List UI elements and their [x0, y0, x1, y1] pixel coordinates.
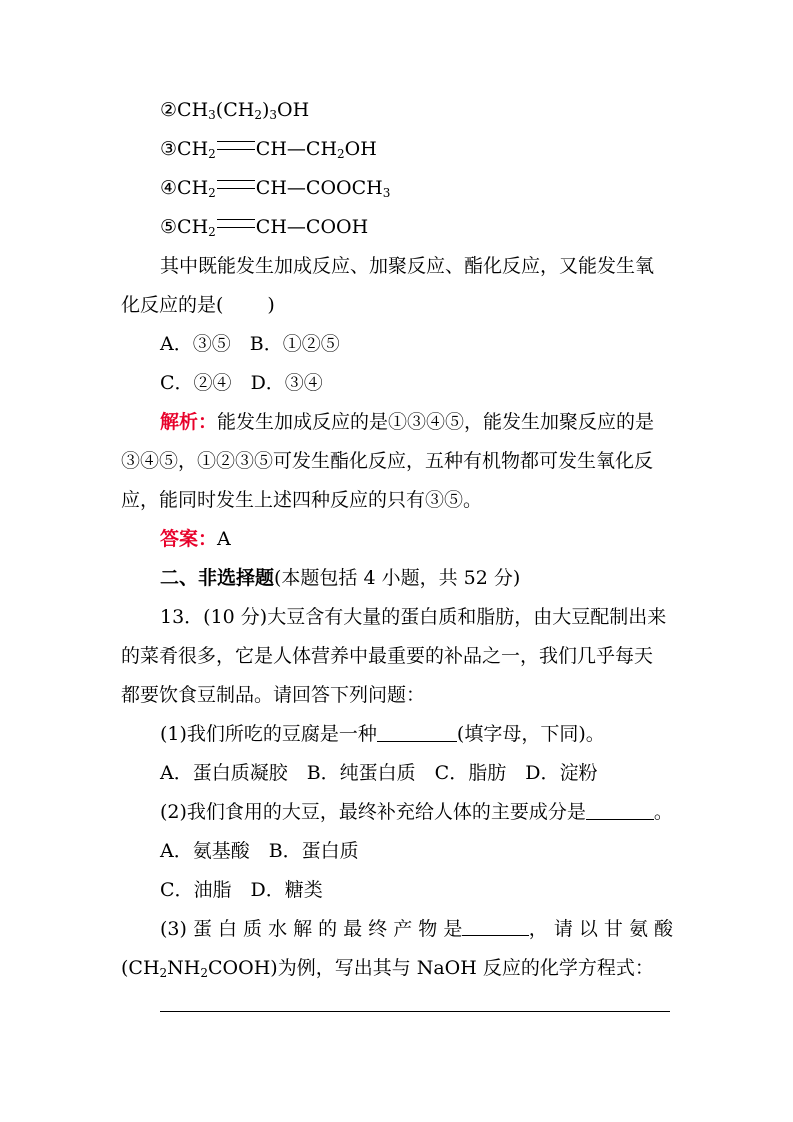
answer-line[interactable]: [160, 1011, 670, 1012]
q12-answer: 答案：A: [160, 528, 231, 550]
compound-3: $③CH_2$ $CH—CH_2OH$: [160, 138, 377, 161]
double-bond: [217, 219, 255, 228]
q12-options-cd: C．②④ D．③④: [160, 372, 323, 394]
q12-analysis-line3: 应，能同时发生上述四种反应的只有③⑤。: [121, 489, 483, 511]
q12-stem-line1: 其中既能发生加成反应、加聚反应、酯化反应，又能发生氧: [160, 255, 655, 277]
q13-part1: (1)我们所吃的豆腐是一种 (填字母，下同)。: [160, 723, 605, 745]
q13-part2-options-ab: A．氨基酸 B．蛋白质: [160, 840, 359, 862]
compound-2: $②CH_3(CH_2)_3OH$: [160, 99, 310, 122]
section2-title: 二、非选择题: [160, 567, 275, 589]
q13-part1-options: A．蛋白质凝胶 B．纯蛋白质 C．脂肪 D．淀粉: [160, 762, 598, 784]
answer-blank-1[interactable]: [377, 723, 457, 742]
q13-line1: 13．(10 分)大豆含有大量的蛋白质和脂肪，由大豆配制出来: [160, 606, 667, 628]
q13-part2-options-cd: C．油脂 D．糖类: [160, 879, 323, 901]
q13-line2: 的菜肴很多，它是人体营养中最重要的补品之一，我们几乎每天: [121, 645, 654, 667]
q13-part3: (3) 蛋 白 质 水 解 的 最 终 产 物 是 ， 请 以 甘 氨 酸: [160, 918, 673, 940]
answer-label: 答案：: [160, 528, 218, 550]
q13-part3-line2: $(CH_2NH_2COOH)$为例，写出其与 NaOH 反应的化学方程式：: [121, 957, 654, 980]
answer-blank-3[interactable]: [462, 917, 528, 936]
q13-line3: 都要饮食豆制品。请回答下列问题：: [121, 684, 426, 706]
section2-heading: 二、非选择题(本题包括 4 小题，共 52 分): [160, 567, 521, 589]
q12-options-ab: A．③⑤ B．①②⑤: [160, 333, 340, 355]
compound-4: $④CH_2$ $CH—COOCH_3$: [160, 177, 391, 200]
q13-part2: (2)我们食用的大豆，最终补充给人体的主要成分是 。: [160, 801, 673, 823]
compound-5: $⑤CH_2$ CH—COOH: [160, 216, 369, 239]
q12-analysis-line1: 解析：能发生加成反应的是①③④⑤，能发生加聚反应的是: [160, 411, 655, 433]
double-bond: [217, 141, 255, 150]
double-bond: [217, 180, 255, 189]
q12-stem-line2: 化反应的是( ): [121, 294, 275, 316]
analysis-label: 解析：: [160, 411, 218, 433]
q12-analysis-line2: ③④⑤，①②③⑤可发生酯化反应，五种有机物都可发生氧化反: [121, 450, 654, 472]
answer-blank-2[interactable]: [586, 801, 654, 820]
